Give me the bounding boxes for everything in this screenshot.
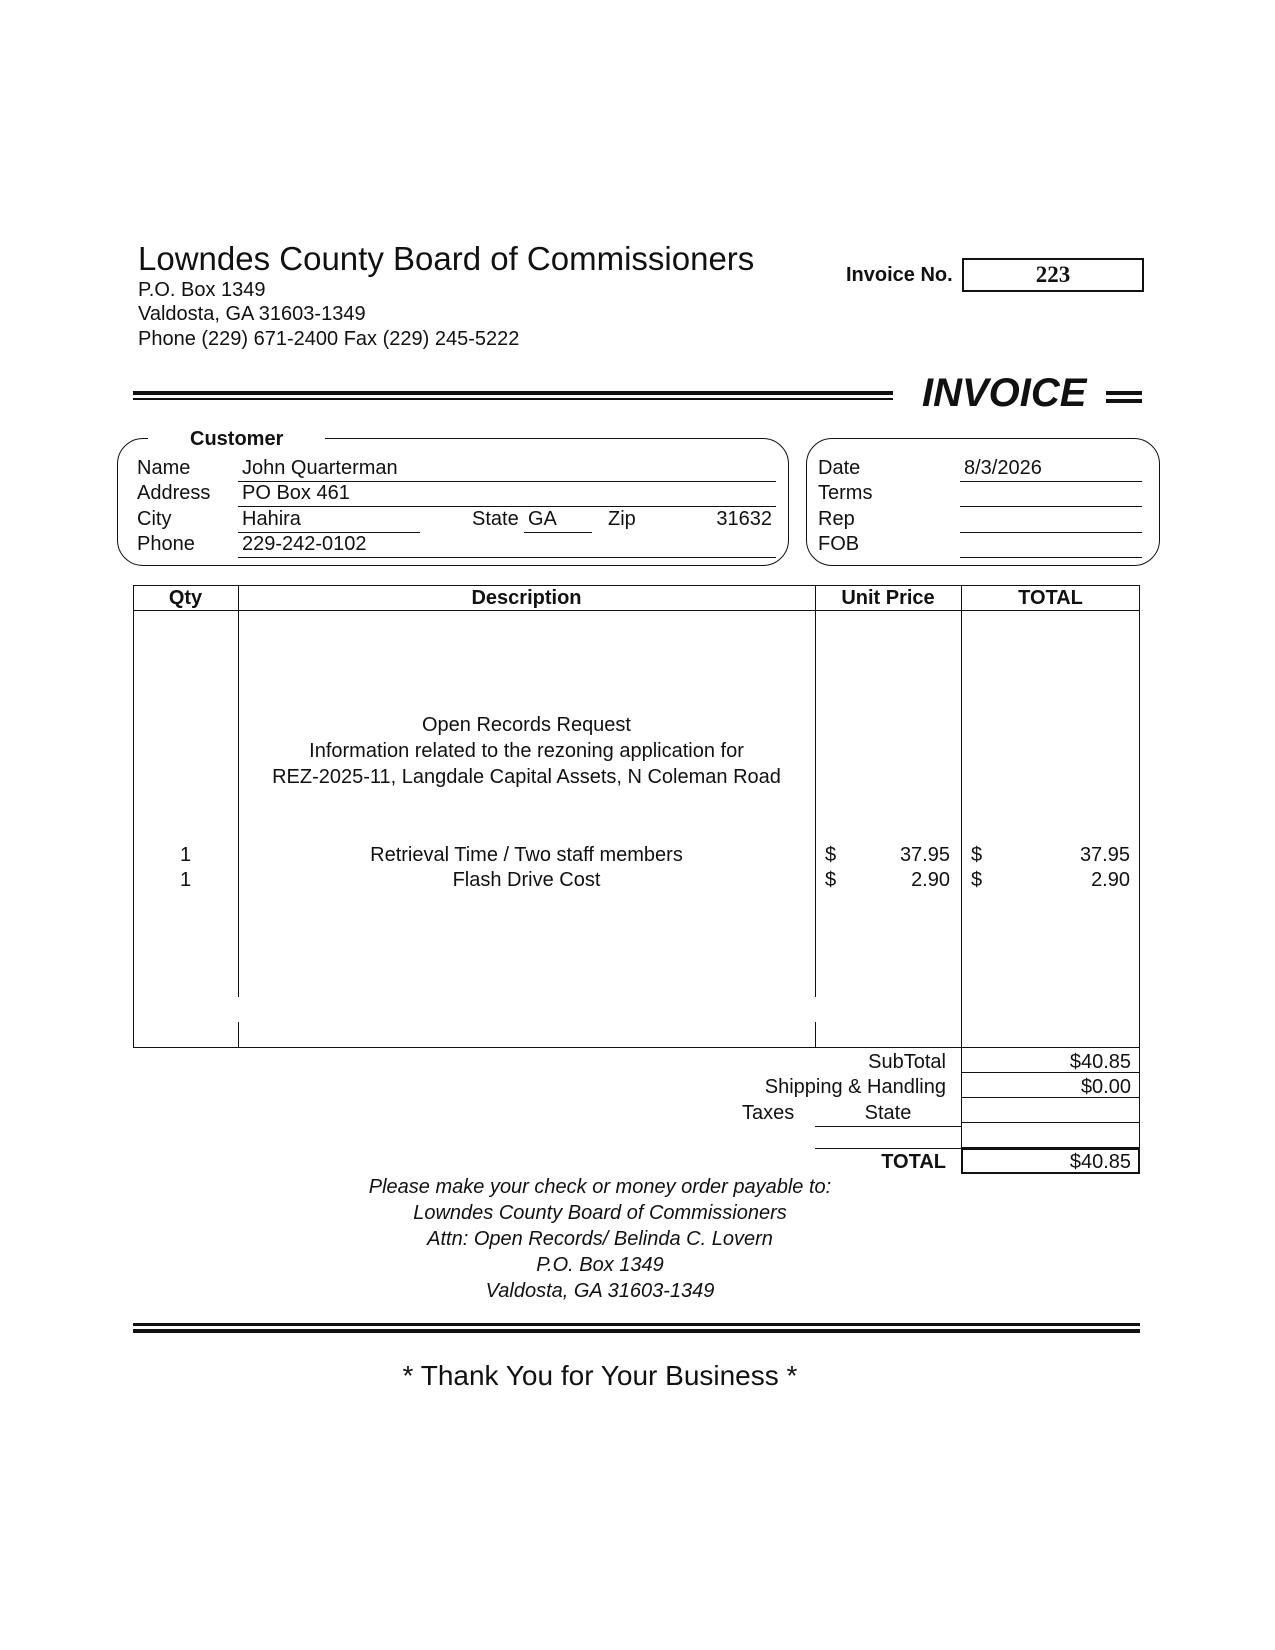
fob-underline (960, 557, 1142, 558)
customer-state: GA (528, 508, 557, 530)
taxes-label: Taxes (742, 1102, 795, 1124)
taxes-state-label: State (864, 1102, 912, 1124)
phone-label: Phone (137, 533, 195, 555)
thank-you-message: * Thank You for Your Business * (402, 1360, 798, 1391)
item-total-currency: $ (971, 869, 983, 891)
item-total: 2.90 (1091, 869, 1130, 891)
title-rule-thick (133, 391, 893, 395)
rep-label: Rep (818, 508, 855, 530)
item-unit-price: 37.95 (899, 844, 950, 866)
blank-summary-box (961, 1123, 1140, 1148)
description-line: REZ-2025-11, Langdale Capital Assets, N Coleman Road (272, 766, 781, 788)
company-address-line2: Valdosta, GA 31603-1349 (138, 303, 366, 325)
terms-underline (960, 506, 1142, 507)
name-label: Name (137, 457, 191, 479)
invoice-number: 223 (962, 258, 1144, 292)
qty-column-divider (238, 585, 239, 997)
title-rule-thin (133, 398, 893, 400)
shipping-value: $0.00 (1080, 1076, 1131, 1098)
item-description: Retrieval Time / Two staff members (370, 844, 683, 866)
state-label: State (472, 508, 519, 530)
title-rule-right-thick (1106, 391, 1142, 395)
invoice-title: INVOICE (922, 371, 1087, 415)
item-total: 37.95 (1079, 844, 1130, 866)
payee-address-line2: Valdosta, GA 31603-1349 (485, 1280, 715, 1302)
zip-label: Zip (608, 508, 636, 530)
customer-address: PO Box 461 (242, 482, 350, 504)
payee-name: Lowndes County Board of Commissioners (413, 1202, 787, 1224)
table-header-divider (133, 610, 1140, 611)
item-unit-currency: $ (825, 869, 837, 891)
item-total-currency: $ (971, 844, 983, 866)
shipping-label: Shipping & Handling (764, 1076, 946, 1098)
footer-rule-bottom (133, 1329, 1140, 1333)
title-rule-right-thin (1106, 399, 1142, 403)
subtotal-label: SubTotal (868, 1051, 946, 1073)
qty-header: Qty (168, 587, 203, 609)
date-underline (960, 481, 1142, 482)
customer-city: Hahira (242, 508, 301, 530)
city-label: City (137, 508, 172, 530)
customer-phone: 229-242-0102 (242, 533, 367, 555)
address-label: Address (137, 482, 211, 504)
item-qty: 1 (179, 869, 192, 891)
desc-column-divider (815, 585, 816, 997)
terms-label: Terms (818, 482, 873, 504)
address-underline (238, 506, 776, 507)
invoice-date: 8/3/2026 (964, 457, 1042, 479)
grand-total-value: $40.85 (1069, 1151, 1131, 1173)
customer-heading: Customer (148, 428, 325, 451)
total-header: TOTAL (1018, 587, 1083, 609)
customer-panel (117, 438, 789, 566)
qty-column-divider-lower (238, 1022, 239, 1048)
date-label: Date (818, 457, 861, 479)
description-line: Open Records Request (421, 714, 631, 736)
customer-name: John Quarterman (242, 457, 398, 479)
unit-price-header: Unit Price (841, 587, 935, 609)
description-header: Description (471, 587, 582, 609)
item-unit-price: 2.90 (911, 869, 950, 891)
state-underline (524, 532, 592, 533)
item-qty: 1 (179, 844, 192, 866)
company-phone-fax: Phone (229) 671-2400 Fax (229) 245-5222 (138, 328, 520, 350)
footer-rule-top (133, 1323, 1140, 1326)
items-table (133, 585, 1140, 1048)
unit-column-divider (961, 585, 962, 1048)
item-unit-currency: $ (825, 844, 837, 866)
fob-label: FOB (818, 533, 860, 555)
taxes-state-underline (815, 1126, 961, 1127)
company-address-line1: P.O. Box 1349 (138, 279, 266, 301)
invoice-number-label: Invoice No. (846, 264, 953, 286)
customer-zip: 31632 (716, 508, 772, 530)
description-line: Information related to the rezoning application for (309, 740, 744, 762)
rep-underline (960, 532, 1142, 533)
payment-instructions: Please make your check or money order payable to: (368, 1176, 832, 1198)
subtotal-value: $40.85 (1069, 1051, 1131, 1073)
company-name: Lowndes County Board of Commissioners (138, 240, 755, 277)
payee-attention: Attn: Open Records/ Belinda C. Lovern (427, 1228, 773, 1250)
blank-summary-underline (815, 1148, 961, 1149)
taxes-box (961, 1098, 1140, 1123)
grand-total-label: TOTAL (881, 1151, 946, 1173)
payee-address-line1: P.O. Box 1349 (536, 1254, 664, 1276)
item-description: Flash Drive Cost (452, 869, 601, 891)
phone-underline (238, 557, 776, 558)
desc-column-divider-lower (815, 1022, 816, 1048)
